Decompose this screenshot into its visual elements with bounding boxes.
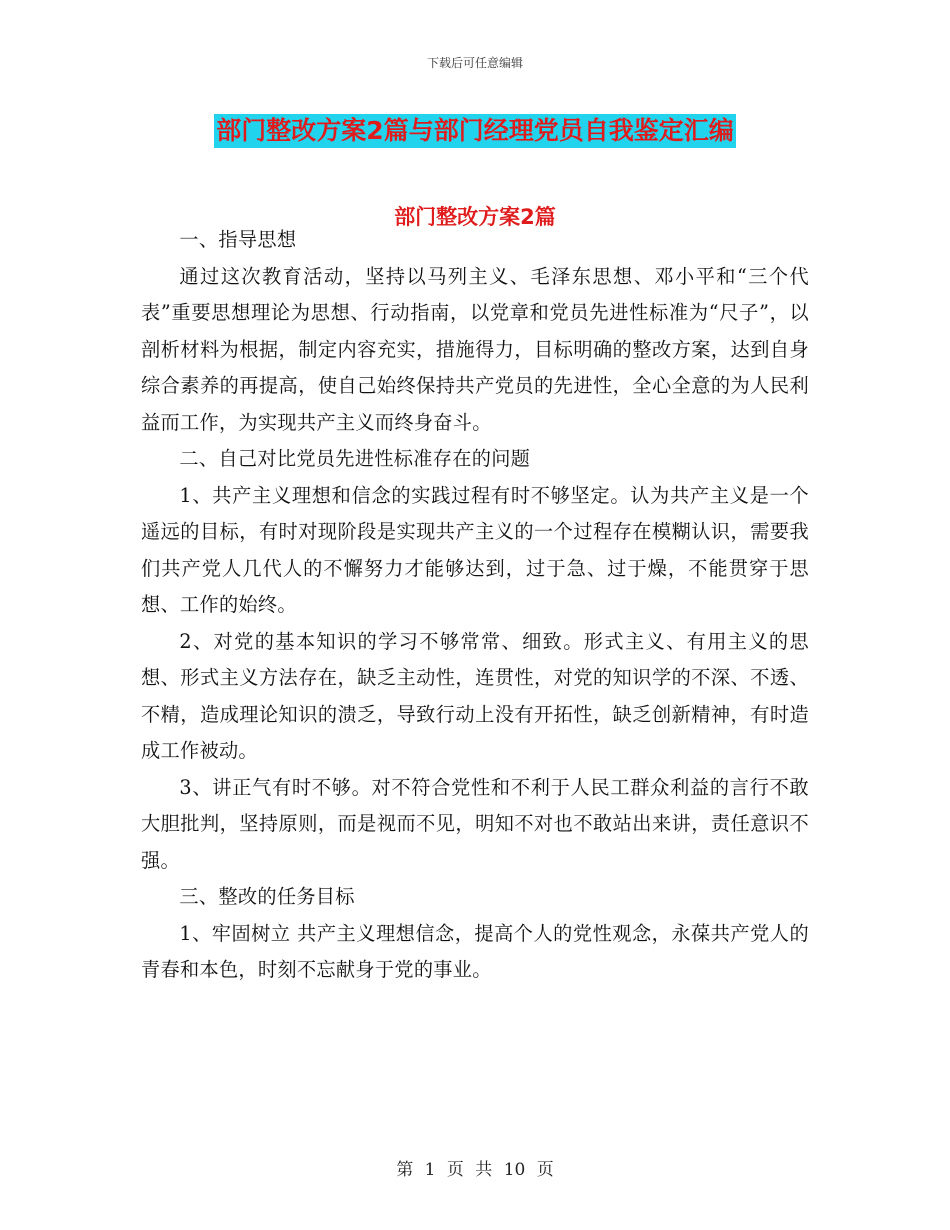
paragraph: 3、讲正气有时不够。对不符合党性和不利于人民工群众利益的言行不敢大胆批判，坚持原则，而是视而不见，明知不对也不敢站出来讲，责任意识不强。 <box>141 775 809 872</box>
page-footer: 第 1 页 共 10 页 <box>396 1160 554 1180</box>
paragraph: 三、整改的任务目标 <box>179 885 355 908</box>
paragraph: 一、指导思想 <box>179 228 297 251</box>
paragraph: 1、牢固树立 共产主义理想信念，提高个人的党性观念，永葆共产党人的青春和本色，时刻不忘献身于党的事业。 <box>141 921 809 981</box>
paragraph: 1、共产主义理想和信念的实践过程有时不够坚定。认为共产主义是一个遥远的目标，有时对现阶段是实现共产主义的一个过程存在模糊认识，需要我们共产党人几代人的不懈努力才能够达到，过于急、过于燥，不能贯穿于思想、工作的始终。 <box>141 483 809 616</box>
document-title-wrap <box>0 114 950 148</box>
paragraph: 2、对党的基本知识的学习不够常常、细致。形式主义、有用主义的思想、形式主义方法存在，缺乏主动性，连贯性，对党的知识学的不深、不透、不精，造成理论知识的溃乏，导致行动上没有开拓性，缺乏创新精神，有时造成工作被动。 <box>141 629 809 762</box>
document-title: 部门整改方案2篇与部门经理党员自我鉴定汇编 <box>214 114 735 148</box>
paragraph: 通过这次教育活动，坚持以马列主义、毛泽东思想、邓小平和“三个代表”重要思想理论为思想、行动指南，以党章和党员先进性标准为“尺子”，以剖析材料为根据，制定内容充实，措施得力，目标明确的整改方案，达到自身综合素养的再提高，使自己始终保持共产党员的先进性，全心全意的为人民利益而工作，为实现共产主义而终身奋斗。 <box>141 264 809 434</box>
section-title: 部门整改方案2篇 <box>394 205 556 229</box>
paragraph: 二、自己对比党员先进性标准存在的问题 <box>179 447 531 470</box>
document-body <box>141 222 809 989</box>
header-note: 下载后可任意编辑 <box>426 56 523 70</box>
